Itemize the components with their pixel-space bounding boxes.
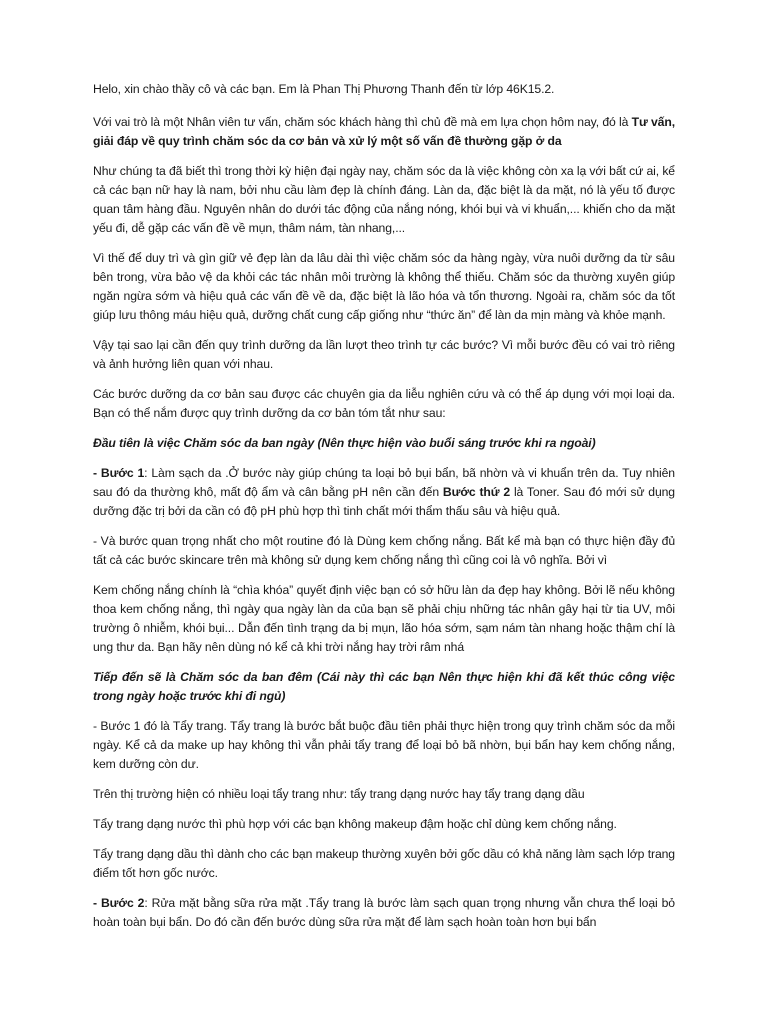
step-2-label: Bước thứ 2	[442, 485, 511, 499]
night-step-2-text: : Rửa mặt bằng sữa rửa mặt .Tẩy trang là bước làm sạch quan trọng nhưng vẫn chưa thể loại bỏ hoàn toàn bụi bẩn. Do đó cần đến bước dùng sữa rửa mặt để làm sạch hoàn toàn hơn bụi bẩn	[93, 896, 675, 929]
night-care-heading: Tiếp đến sẽ là Chăm sóc da ban đêm (Cái này thì các bạn Nên thực hiện khi đã kết thúc công việc trong ngày hoặc trước khi đi ngủ)	[93, 670, 675, 703]
step-1-label: - Bước 1	[93, 466, 145, 480]
night-step-2-paragraph	[93, 894, 675, 932]
topic-title: Tư vấn, giải đáp về quy trình chăm sóc da cơ bản và xử lý một số vấn đề thường gặp ở da	[93, 115, 675, 148]
step-1-text: : Làm sạch da .Ở bước này giúp chúng ta loại bỏ bụi bẩn, bã nhờn và vi khuẩn trên da. Tuy nhiên sau đó da thường khô, mất độ ẩm và cân bằng pH nên cần đến	[93, 466, 675, 499]
day-step-1-paragraph	[93, 464, 675, 521]
night-step-2-label: - Bước 2	[93, 896, 145, 910]
importance-paragraph: Vì thế để duy trì và gìn giữ vẻ đẹp làn da lâu dài thì việc chăm sóc da hàng ngày, vừa nuôi dưỡng da từ sâu bên trong, vừa bảo vệ da khỏi các tác nhân môi trường là không thể thiếu. Chăm sóc da thường xuyên giúp ngăn ngừa sớm và hiệu quả các vấn đề về da, đặc biệt là lão hóa và tổn thương. Ngoài ra, chăm sóc da tốt giúp lưu thông máu hiệu quả, dưỡng chất cung cấp giống như “thức ăn” để làn da mịn màng và khỏe mạnh.	[93, 251, 675, 322]
why-steps-paragraph: Vậy tại sao lại cần đến quy trình dưỡng da lần lượt theo trình tự các bước? Vì mỗi bước đều có vai trò riêng và ảnh hưởng liên quan với nhau.	[93, 338, 675, 371]
document-page	[93, 80, 675, 943]
oil-remover-paragraph: Tẩy trang dạng dầu thì dành cho các bạn makeup thường xuyên bởi gốc dầu có khả năng làm sạch lớp trang điểm tốt hơn gốc nước.	[93, 847, 675, 880]
basic-steps-paragraph: Các bước dưỡng da cơ bản sau được các chuyên gia da liễu nghiên cứu và có thể áp dụng với mọi loại da. Bạn có thể nắm được quy trình dưỡng da cơ bản tóm tắt như sau:	[93, 387, 675, 420]
day-care-heading: Đầu tiên là việc Chăm sóc da ban ngày (Nên thực hiện vào buổi sáng trước khi ra ngoài)	[93, 436, 596, 450]
topic-lead-text: Với vai trò là một Nhân viên tư vấn, chăm sóc khách hàng thì chủ đề mà em lựa chọn hôm nay, đó là	[93, 115, 632, 129]
topic-paragraph	[93, 113, 675, 151]
context-paragraph: Như chúng ta đã biết thì trong thời kỳ hiện đại ngày nay, chăm sóc da là việc không còn xa lạ với bất cứ ai, kể cả các bạn nữ hay là nam, bởi nhu cầu làm đẹp là chính đáng. Làn da, đặc biệt là da mặt, nó là yếu tố được quan tâm hàng đầu. Nguyên nhân do dưới tác động của nắng nóng, khói bụi và vi khuẩn,... khiến cho da mặt yếu đi, dễ gặp các vấn đề về mụn, thâm nám, tàn nhang,...	[93, 164, 675, 235]
sunscreen-key-paragraph: Kem chống nắng chính là “chìa khóa” quyết định việc bạn có sở hữu làn da đẹp hay không. Bởi lẽ nếu không thoa kem chống nắng, thì ngày qua ngày làn da của bạn sẽ phải chịu những tác nhân gây hại từ tia UV, môi trường ô nhiễm, khói bụi... Dẫn đến tình trạng da bị mụn, lão hóa sớm, sạm nám tàn nhang hoặc thậm chí là ung thư da. Bạn hãy nên dùng nó kể cả khi trời nắng hay trời râm nhá	[93, 583, 675, 654]
night-step-1-paragraph: - Bước 1 đó là Tẩy trang. Tẩy trang là bước bắt buộc đầu tiên phải thực hiện trong quy trình chăm sóc da mỗi ngày. Kể cả da make up hay không thì vẫn phải tẩy trang để loại bỏ bã nhờn, bụi bẩn hay kem chống nắng, kem dưỡng còn dư.	[93, 719, 675, 771]
sunscreen-step-paragraph: - Và bước quan trọng nhất cho một routine đó là Dùng kem chống nắng. Bất kể mà bạn có thực hiện đầy đủ tất cả các bước skincare trên mà không sử dụng kem chống nắng thì cũng coi là vô nghĩa. Bởi vì	[93, 534, 675, 567]
step-2-text: là Toner. Sau đó mới sử dụng dưỡng đặc trị bởi da cần có độ pH phù hợp thì tinh chất mới thẩm thấu sâu và hiệu quả.	[93, 485, 675, 518]
intro-paragraph: Helo, xin chào thầy cô và các bạn. Em là Phan Thị Phương Thanh đến từ lớp 46K15.2.	[93, 82, 555, 96]
water-remover-paragraph: Tẩy trang dạng nước thì phù hợp với các bạn không makeup đậm hoặc chỉ dùng kem chống nắng.	[93, 817, 617, 831]
makeup-remover-types-paragraph: Trên thị trường hiện có nhiều loại tẩy trang như: tẩy trang dạng nước hay tẩy trang dạng dầu	[93, 787, 585, 801]
